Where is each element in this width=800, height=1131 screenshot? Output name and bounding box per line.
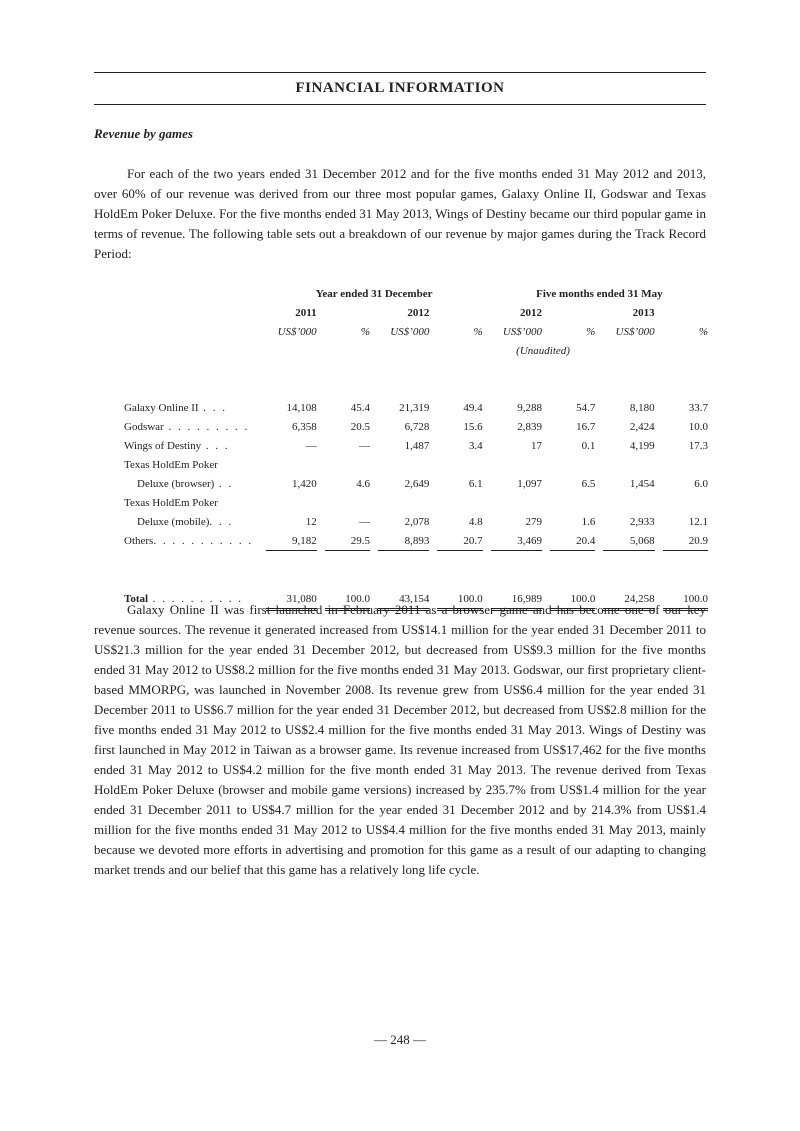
table-cell: 16.7 (576, 420, 596, 433)
table-cell: 279 (525, 515, 542, 528)
page-header-title: FINANCIAL INFORMATION (295, 80, 505, 96)
table-cell: 6.0 (694, 477, 708, 490)
table-cell: 2,649 (404, 477, 430, 490)
table-cell: 9,182 (266, 531, 317, 551)
table-cell: 16,989 (491, 589, 542, 610)
table-year-row (124, 303, 708, 322)
table-cell: 12 (305, 515, 317, 528)
table-cell: — (359, 439, 371, 452)
table-cell: 6.5 (581, 477, 596, 490)
table-cell: 4.8 (468, 515, 483, 528)
table-cell: 6.1 (468, 477, 483, 490)
table-cell: 100.0 (437, 589, 482, 610)
table-cell: 12.1 (688, 515, 708, 528)
table-cell: 2,424 (629, 420, 655, 433)
row-label: Texas HoldEm Poker (124, 496, 218, 509)
table-cell: 14,108 (286, 401, 317, 414)
page-number: — 248 — (374, 1032, 426, 1047)
table-cell: 2,839 (517, 420, 542, 433)
table-cell: 20.7 (437, 531, 482, 551)
table-cell: 10.0 (688, 420, 708, 433)
unit-header: US$’000 (615, 325, 655, 338)
table-cell: 3.4 (468, 439, 483, 452)
row-label: Total (124, 593, 149, 606)
section-title: Revenue by games (94, 126, 193, 141)
row-label: Godswar (124, 420, 164, 433)
table-cell: 1,097 (517, 477, 542, 490)
table-cell: 20.4 (550, 531, 595, 551)
row-label: Texas HoldEm Poker (124, 458, 218, 471)
table-row: Deluxe (mobile). . . 12 — 2,078 4.8 279 1.6 2,933 12.1 (124, 512, 708, 531)
table-cell: 17.3 (688, 439, 708, 452)
table-group-header-row (124, 284, 708, 303)
row-label: Others (124, 534, 154, 547)
table-cell: 24,258 (603, 589, 654, 610)
table-cell: 6,358 (291, 420, 317, 433)
table-cell: 4,199 (629, 439, 655, 452)
group-header-five-months: Five months ended 31 May (536, 287, 663, 300)
table-cell: — (305, 439, 317, 452)
table-cell: 33.7 (688, 401, 708, 414)
table-row-label-line (124, 455, 708, 474)
table-cell: 100.0 (325, 589, 370, 610)
row-label: Deluxe (mobile) (137, 515, 210, 528)
year-header: 2013 (632, 306, 655, 319)
table-cell: 1,420 (291, 477, 317, 490)
group-header-year: Year ended 31 December (315, 287, 433, 300)
row-label: Wings of Destiny (124, 439, 202, 452)
table-cell: 20.9 (663, 531, 708, 551)
unit-header: US$’000 (390, 325, 430, 338)
table-row: Deluxe (browser) . . 1,420 4.6 2,649 6.1 1,097 6.5 1,454 6.0 (124, 474, 708, 493)
unit-header: % (586, 325, 596, 338)
table-cell: 8,893 (378, 531, 429, 551)
page-header (94, 72, 706, 105)
table-cell: 3,469 (491, 531, 542, 551)
revenue-table (124, 284, 708, 611)
table-unit-row (124, 322, 708, 341)
table-cell: 6,728 (404, 420, 430, 433)
table-cell: 43,154 (378, 589, 429, 610)
unaudited-note: (Unaudited) (516, 344, 570, 357)
table-cell: 1,487 (404, 439, 430, 452)
body-paragraph: Galaxy Online II was first launched in February 2011 as a browser game and has become one of our key revenue sources. The revenue it generated increased from US$14.1 million for the year ended 31 December 2011 to US$21.3 million for the year ended 31 December 2012, but decreased from US$9.3 million for the five months ended 31 May 2012 to US$8.2 million for the five months ended 31 May 2013. Godswar, our first proprietary client-based MMORPG, was launched in November 2008. Its revenue grew from US$6.4 million for the year ended 31 December 2011 to US$6.7 million for the year ended 31 December 2012, but decreased from US$2.8 million for the five months ended 31 May 2012 to US$2.4 million for the five months ended 31 May 2013. Wings of Destiny was first launched in May 2012 in Taiwan as a browser game. Its revenue increased from US$17,462 for the five months ended 31 May 2012 to US$4.2 million for the five month ended 31 May 2013. The revenue derived from Texas HoldEm Poker Deluxe (browser and mobile game versions) increased by 235.7% from US$1.4 million for the year ended 31 December 2011 to US$4.7 million for the year ended 31 December 2012 and by 214.3% from US$1.4 million for the five months ended 31 May 2012 to US$4.4 million for the five months ended 31 May 2013, mainly because we devoted more efforts in advertising and promotion for this game as a result of our adapting to changing market trends and our belief that this game has a relatively long life cycle. (94, 602, 706, 877)
table-row: Others. . . . . . . . . . . 9,182 29.5 8,893 20.7 3,469 20.4 5,068 20.9 (124, 531, 708, 551)
table-cell: 4.6 (356, 477, 371, 490)
table-cell: 45.4 (350, 401, 371, 414)
year-header: 2011 (295, 306, 317, 319)
table-cell: 31,080 (266, 589, 317, 610)
table-cell: 8,180 (629, 401, 655, 414)
table-cell: 9,288 (517, 401, 542, 414)
table-cell: 100.0 (663, 589, 708, 610)
table-row: Godswar . . . . . . . . . 6,358 20.5 6,728 15.6 2,839 16.7 2,424 10.0 (124, 417, 708, 436)
table-row: Galaxy Online II . . . 14,108 45.4 21,319 49.4 9,288 54.7 8,180 33.7 (124, 398, 708, 417)
year-header: 2012 (407, 306, 430, 319)
table-cell: 29.5 (325, 531, 370, 551)
table-cell: 2,078 (404, 515, 430, 528)
row-label: Deluxe (browser) (137, 477, 215, 490)
unit-header: % (360, 325, 371, 338)
row-label: Galaxy Online II (124, 401, 199, 414)
table-cell: 2,933 (629, 515, 655, 528)
unit-header: US$’000 (502, 325, 542, 338)
table-cell: 5,068 (603, 531, 654, 551)
unit-header: % (698, 325, 708, 338)
table-cell: 17 (530, 439, 542, 452)
table-row-label-line (124, 493, 708, 512)
table-cell: 54.7 (576, 401, 596, 414)
table-row-total: Total . . . . . . . . . . 31,080 100.0 43,154 100.0 16,989 100.0 24,258 100.0 (124, 589, 708, 610)
intro-paragraph: For each of the two years ended 31 December 2012 and for the five months ended 31 May 2012 and 2013, over 60% of our revenue was derived from our three most popular games, Galaxy Online II, Godswar and Texas HoldEm Poker Deluxe. For the five months ended 31 May 2013, Wings of Destiny became our third popular game in terms of revenue. The following table sets out a breakdown of our revenue by major games during the Track Record Period: (94, 166, 706, 261)
year-header: 2012 (519, 306, 542, 319)
table-cell: — (359, 515, 371, 528)
unit-header: US$’000 (277, 325, 317, 338)
table-cell: 15.6 (463, 420, 483, 433)
table-cell: 21,319 (399, 401, 430, 414)
table-cell: 1.6 (581, 515, 596, 528)
unit-header: % (473, 325, 483, 338)
table-row: Wings of Destiny . . . — — 1,487 3.4 17 0.1 4,199 17.3 (124, 436, 708, 455)
table-cell: 20.5 (350, 420, 371, 433)
table-unaudited-row (124, 341, 708, 360)
table-cell: 1,454 (629, 477, 655, 490)
table-cell: 100.0 (550, 589, 595, 610)
table-cell: 49.4 (463, 401, 483, 414)
table-cell: 0.1 (581, 439, 596, 452)
